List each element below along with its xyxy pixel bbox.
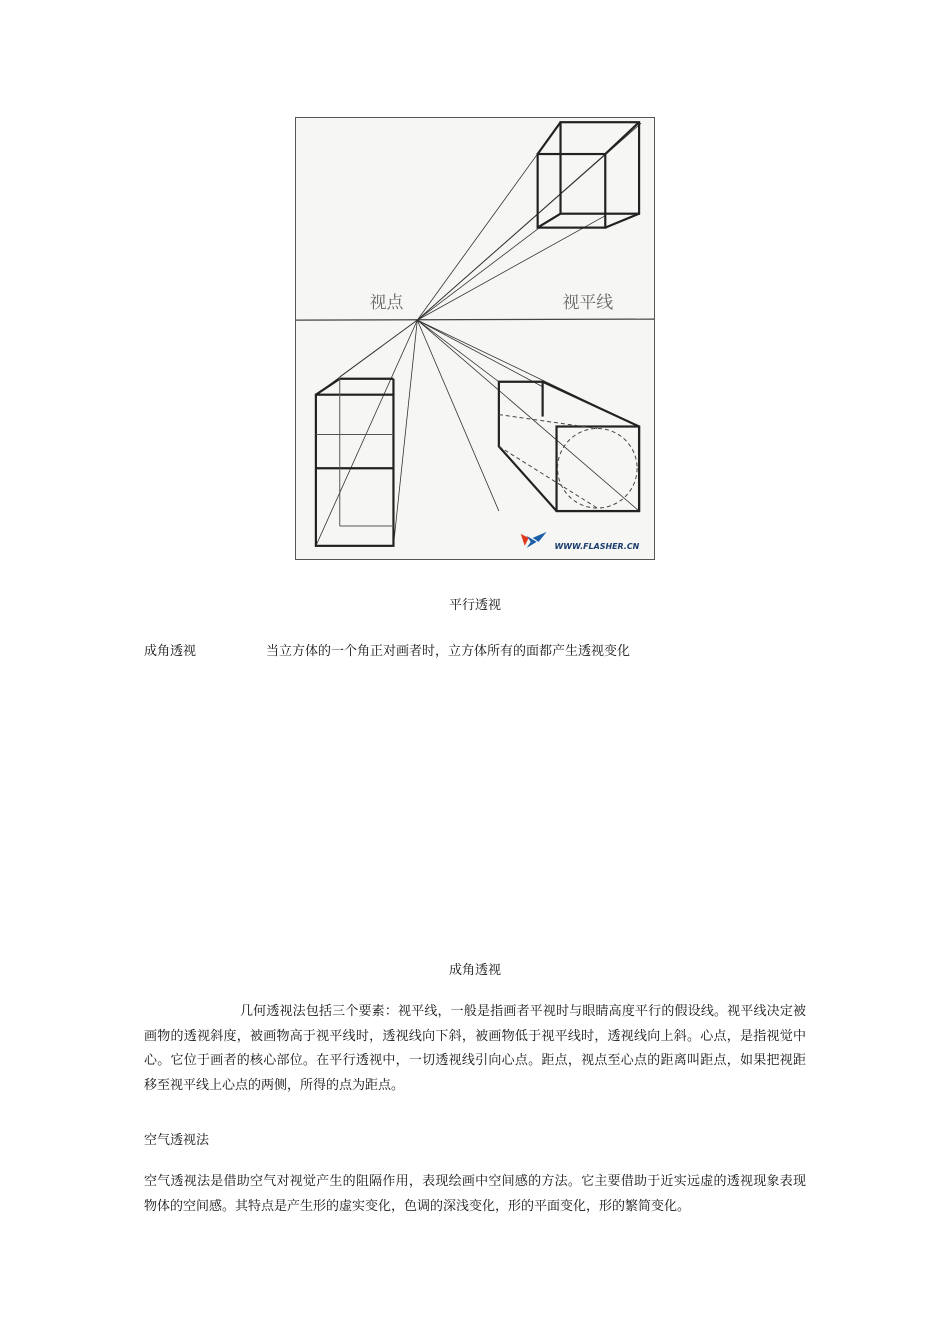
watermark-text: WWW.FLASHER.CN bbox=[554, 541, 640, 551]
horizon-line bbox=[296, 319, 654, 320]
convergence-lines bbox=[316, 123, 641, 546]
figure-caption-angular: 成角透视 bbox=[448, 963, 501, 978]
lower-right-box bbox=[499, 382, 639, 511]
perspective-drawing bbox=[296, 118, 654, 559]
flasher-logo bbox=[521, 532, 547, 548]
upper-cube bbox=[538, 122, 639, 227]
angular-perspective-label: 成角透视 bbox=[144, 644, 197, 659]
parallel-perspective-figure bbox=[295, 117, 655, 560]
viewpoint-label: 视点 bbox=[369, 292, 404, 313]
geometric-perspective-paragraph: 几何透视法包括三个要素：视平线，一般是指画者平视时与眼睛高度平行的假设线。视平线决定被画物的透视斜度，被画物高于视平线时，透视线向下斜，被画物低于视平线时，透视线向上斜。心点，是指视觉中心。它位于画者的核心部位。在平行透视中，一切透视线引向心点。距点，视点至心点的距离叫距点，如果把视距移至视平线上心点的两侧，所得的点为距点。 bbox=[144, 1004, 806, 1093]
horizon-label: 视平线 bbox=[562, 292, 614, 313]
section-heading-air-perspective: 空气透视法 bbox=[144, 1133, 210, 1148]
air-perspective-paragraph: 空气透视法是借助空气对视觉产生的阻隔作用，表现绘画中空间感的方法。它主要借助于近实远虚的透视现象表现物体的空间感。其特点是产生形的虚实变化，色调的深浅变化，形的平面变化，形的繁简变化。 bbox=[144, 1174, 806, 1214]
figure-caption-parallel: 平行透视 bbox=[448, 598, 501, 613]
angular-perspective-description: 当立方体的一个角正对画者时，立方体所有的面都产生透视变化 bbox=[266, 644, 631, 659]
